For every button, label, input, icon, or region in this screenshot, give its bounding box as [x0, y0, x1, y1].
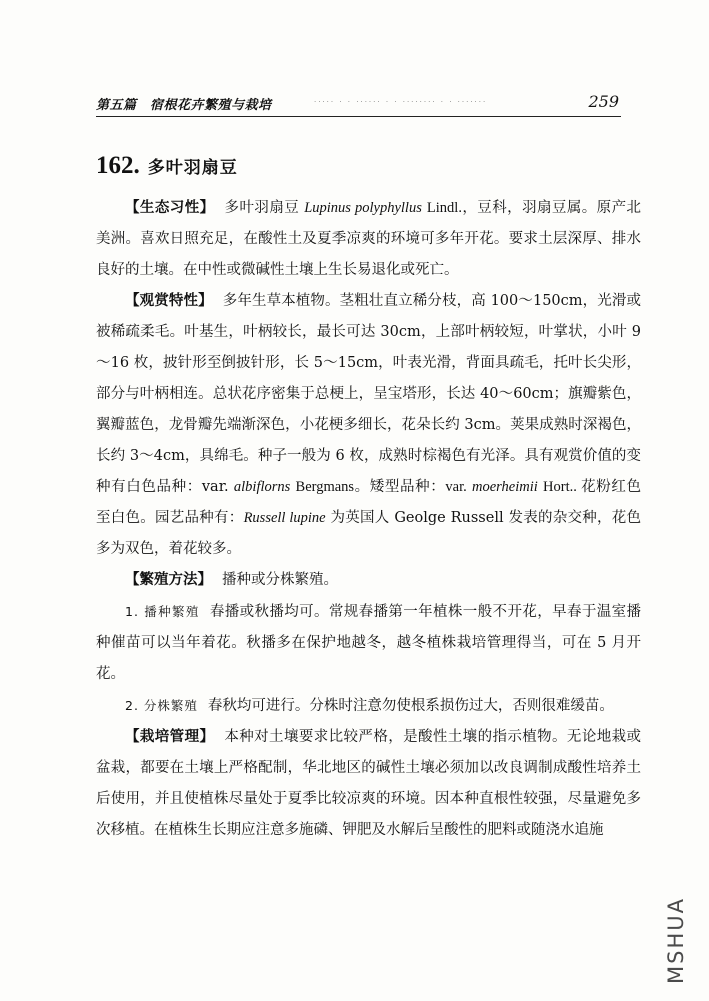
article-body — [96, 193, 641, 846]
watermark: MSHUA — [664, 897, 688, 984]
section-ornamental — [96, 286, 641, 565]
header-dot-leader: ····· · · ······ · · ········ · · ······· — [314, 98, 488, 106]
section-label: 【观赏特性】 — [125, 293, 213, 309]
paragraph-text: 为英国人 Geolge Russell 发表的杂交种，花色多为双色，着花较多。 — [96, 510, 642, 557]
section-cultivation — [96, 722, 641, 846]
latin-name: Russell lupine — [243, 510, 326, 526]
propagation-item — [96, 690, 641, 722]
paragraph-text: 多年生草本植物。茎粗壮直立稀分枝，高 100～150cm，光滑或被稀疏柔毛。叶基生，叶柄较长，最长可达 30cm，上部叶柄较短，叶掌状，小叶 9～16 枚，披针形至倒披针形，长 5～15cm，叶表光滑，背面具疏毛，托叶长尖形，部分与叶柄相连。总状花序密集于总梗上，呈宝塔形，长达 40～60cm；旗瓣紫色，翼瓣蓝色，龙骨瓣先端渐深色，小花梗多细长，花朵长约 3cm。荚果成熟时深褐色，长约 3～4cm，具绵毛。种子一般为 6 枚，成熟时棕褐色有光泽。具有观赏价值的变种有白色品种：var. — [96, 293, 641, 495]
subsection-label: 1. 播种繁殖 — [125, 604, 200, 619]
subsection-label: 2. 分株繁殖 — [125, 698, 198, 713]
chapter-title: 第五篇 宿根花卉繁殖与栽培 — [96, 98, 272, 113]
entry-title: 多叶羽扇豆 — [147, 158, 238, 178]
section-propagation — [96, 565, 641, 596]
latin-name: moerheimii — [472, 479, 538, 495]
section-label: 【繁殖方法】 — [125, 572, 212, 588]
entry-heading — [96, 152, 238, 182]
page-number: 259 — [588, 92, 619, 111]
latin-name: albiflorns — [233, 479, 291, 495]
paragraph-text: 多叶羽扇豆 — [224, 200, 300, 216]
paragraph-text: 本种对土壤要求比较严格，是酸性土壤的指示植物。无论地栽或盆栽，都要在土壤上严格配制，华北地区的碱性土壤必须加以改良调制成酸性培养土后使用，并且使植株尽量处于夏季比较凉爽的环境。因本种直根性较强，尽量避免多次移植。在植株生长期应注意多施磷、钾肥及水解后呈酸性的肥料或随浇水追施 — [96, 729, 642, 838]
running-header — [96, 92, 621, 117]
section-label: 【生态习性】 — [125, 200, 215, 216]
paragraph-text: Bergmans。矮型品种：var. — [295, 479, 467, 495]
propagation-item — [96, 596, 641, 690]
section-ecology — [96, 193, 641, 286]
paragraph-text: 播种或分株繁殖。 — [222, 572, 338, 588]
paragraph-text: Hort.. 花粉红色至白色。园艺品种有： — [96, 479, 641, 526]
paragraph-text: Lindl.，豆科，羽扇豆属。原产北美洲。喜欢日照充足，在酸性土及夏季凉爽的环境可多年开花。要求土层深厚、排水良好的土壤。在中性或微碱性土壤上生长易退化或死亡。 — [96, 200, 642, 278]
entry-number: 162. — [96, 152, 140, 179]
paragraph-text: 春播或秋播均可。常规春播第一年植株一般不开花，早春于温室播种催苗可以当年着花。秋播多在保护地越冬，越冬植株栽培管理得当，可在 5 月开花。 — [96, 604, 641, 682]
latin-name: Lupinus polyphyllus — [304, 200, 422, 216]
section-label: 【栽培管理】 — [125, 729, 215, 745]
paragraph-text: 春秋均可进行。分株时注意勿使根系损伤过大，否则很难缓苗。 — [207, 698, 614, 714]
